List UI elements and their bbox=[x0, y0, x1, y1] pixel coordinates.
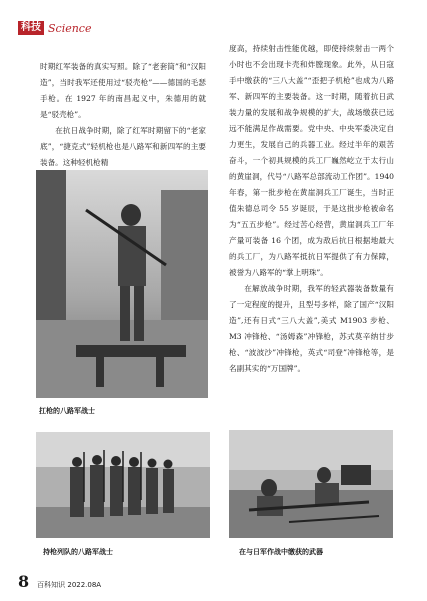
photo-captured-weapons bbox=[229, 430, 393, 538]
photo-soldiers-lineup bbox=[36, 432, 210, 538]
left-paragraph-2: 在抗日战争时期，除了红军时期留下的“老家底”，“捷克式”轻机枪也是八路军和新四军的主要装备。这种轻机枪精 bbox=[40, 126, 206, 167]
left-text-column bbox=[40, 59, 206, 171]
caption-bottom-right: 在与日军作战中缴获的武器 bbox=[239, 548, 323, 556]
section-header bbox=[18, 21, 91, 35]
right-paragraph-2: 在解放战争时期，我军的轻武器装备数量有了一定程度的提升，且型号多样，除了国产“汉阳造”,还有日式“三八大盖”,美式 M1903 步枪、M3 冲锋枪、“汤姆森”冲锋枪，苏式莫辛纳甘步枪、“波波沙”冲锋枪，英式“司登”冲锋枪等，是名副其实的“万国牌”。 bbox=[229, 284, 394, 373]
photo-main-soldier bbox=[36, 170, 208, 398]
right-paragraph-1: 度高，持续射击性能优越，即使持续射击一两个小时也不会出现卡壳和炸膛现象。此外，从日寇手中缴获的“三八大盖”“歪把子机枪”也成为八路军、新四军的主要装备。这一时期，随着抗日武装力量的发展和战争规模的扩大，战场缴获已远远不能满足作战需要。党中央、中央军委决定自力更生，发展自己的兵器工业。经过半年的艰苦奋斗，一个初具规模的兵工厂巍然屹立于太行山的黄崖洞，代号“八路军总部流动工作团”。1940 年春，第一批步枪在黄崖洞兵工厂诞生，当时正值朱德总司令 55 岁诞辰，于是这批步枪被命名为“五五步枪”。经过苦心经营，黄崖洞兵工厂年产量可装备 16 个团，成为敌后抗日根据地最大的兵工厂，为八路军抵抗日军提供了有力保障，被誉为八路军的“掌上明珠”。 bbox=[229, 44, 394, 277]
page-number: 8 bbox=[18, 572, 30, 591]
category-english: Science bbox=[48, 21, 92, 35]
journal-issue: 百科知识 2022.08A bbox=[37, 581, 102, 589]
caption-main: 扛枪的八路军战士 bbox=[39, 407, 95, 415]
right-text-column bbox=[229, 41, 394, 377]
category-badge: 科技 bbox=[18, 21, 44, 35]
left-paragraph-1: 时期红军装备的真实写照。除了“老套筒”和“汉阳造”，当时我军还使用过“驳壳枪”——德国的毛瑟手枪。在 1927 年的南昌起义中，朱德用的就是“驳壳枪”。 bbox=[40, 62, 206, 119]
caption-bottom-left: 持枪列队的八路军战士 bbox=[43, 548, 113, 556]
page-footer bbox=[18, 572, 101, 591]
